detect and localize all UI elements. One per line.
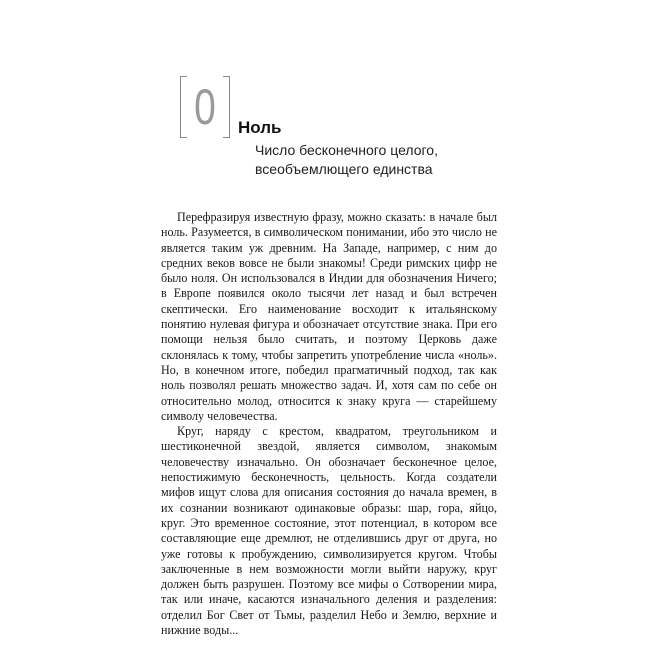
paragraph-2: Круг, наряду с крестом, квадратом, треугольником и шестиконечной звездой, является символом, знакомым человечеству изначально. Он обозначает бесконечное целое, непостижимую бесконечность, цельность. Когда создатели мифов ищут слова для описания состояния до начала времен, в их сознании возникают одинаковые образы: шар, гора, яйцо, круг. Это временное состояние, этот потенциал, в котором все составляющие еще дремлют, не отделившись друг от друга, но уже готовы к пробуждению, символизируется кругом. Чтобы заключенные в нем возможности могли выйти наружу, круг должен быть разрушен. Поэтому все мифы о Сотворении мира, так или иначе, касаются изначального деления и разделения: отделил Бог Свет от Тьмы, разделил Небо и Землю, верхние и нижние воды...	[161, 424, 497, 638]
chapter-subtitle: Число бесконечного целого, всеобъемлющего единства	[255, 142, 438, 177]
chapter-title: Ноль	[238, 118, 282, 137]
chapter-number-mark	[180, 76, 230, 138]
body-text	[161, 210, 497, 638]
right-bracket	[223, 76, 230, 138]
chapter-number: 0	[194, 79, 216, 135]
paragraph-1: Перефразируя известную фразу, можно сказать: в начале был ноль. Разумеется, в символическом понимании, ибо это число не является таким уж древним. На Западе, например, с ним до средних веков вовсе не были знакомы! Среди римских цифр не было ноля. Он использовался в Индии для обозначения Ничего; в Европе появился около тысячи лет назад и был встречен скептически. Его наименование восходит к итальянскому понятию нулевая фигура и обозначает отсутствие знака. При его помощи нельзя было считать, и поэтому Церковь даже склонялась к тому, чтобы запретить употребление числа «ноль». Но, в конечном итоге, победил прагматичный подход, так как ноль позволял решать множество задач. И, хотя сам по себе он относительно молод, относится к знаку круга — старейшему символу человечества.	[161, 210, 497, 423]
